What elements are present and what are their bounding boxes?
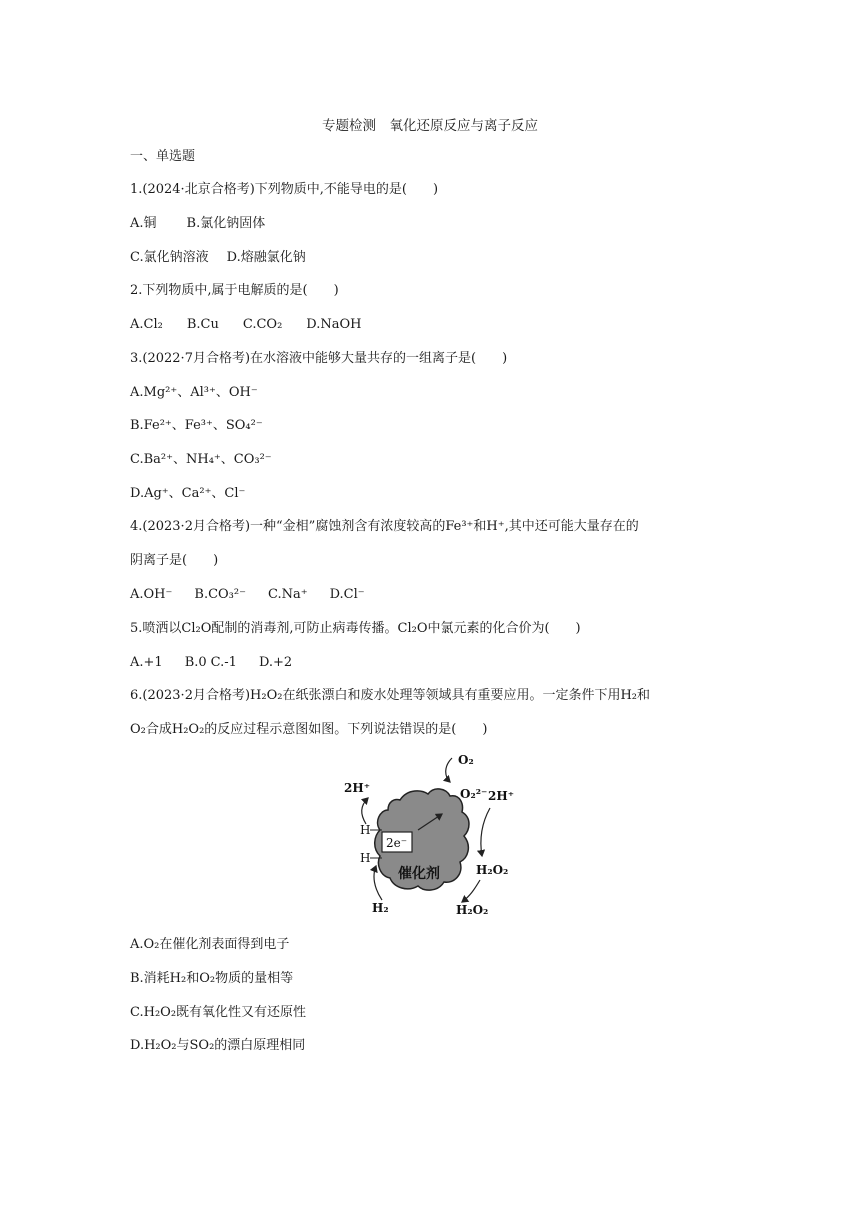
q6-stem-line1: 6.(2023·2月合格考)H₂O₂在纸张漂白和废水处理等领域具有重要应用。一定条件下用H₂和	[130, 688, 651, 703]
catalyst-label: 催化剂	[398, 866, 440, 882]
q6-option-b: B.消耗H₂和O₂物质的量相等	[130, 971, 294, 986]
right-2h-plus-arrow	[481, 808, 490, 856]
q2-options	[130, 317, 362, 333]
reaction-diagram	[330, 752, 530, 922]
q4-option-d: D.Cl⁻	[329, 587, 365, 602]
q5-option-c: C.-1	[210, 655, 237, 670]
q4-stem-line2: 阴离子是( )	[130, 553, 219, 568]
q1-options-row2	[130, 250, 306, 266]
electron-label: 2e⁻	[386, 836, 408, 850]
q2-stem: 2.下列物质中,属于电解质的是( )	[130, 283, 339, 298]
left-2h-plus: 2H⁺	[344, 781, 371, 795]
q4-option-b: B.CO₃²⁻	[194, 587, 246, 602]
q1-option-c: C.氯化钠溶液	[130, 250, 209, 265]
h-atom-upper: H	[360, 823, 371, 837]
q2-option-a: A.Cl₂	[130, 317, 163, 332]
q5-option-b: B.0	[184, 655, 207, 670]
q5-option-d: D.+2	[258, 655, 293, 670]
q1-option-a: A.铜	[130, 216, 157, 231]
q6-option-a: A.O₂在催化剂表面得到电子	[130, 937, 290, 952]
q2-option-b: B.Cu	[186, 317, 219, 332]
h2o2-right: H₂O₂	[476, 863, 509, 877]
q4-options	[130, 587, 365, 603]
o2-ion: O₂²⁻	[460, 787, 488, 801]
q6-stem-line2: O₂合成H₂O₂的反应过程示意图如图。下列说法错误的是( )	[130, 722, 488, 737]
q5-options	[130, 655, 292, 671]
q1-options-row1	[130, 216, 265, 232]
page-title: 专题检测 氧化还原反应与离子反应	[322, 118, 538, 134]
q4-stem-line1: 4.(2023·2月合格考)一种“金相”腐蚀剂含有浓度较高的Fe³⁺和H⁺,其中还可能大量存在的	[130, 519, 639, 534]
q4-option-a: A.OH⁻	[130, 587, 173, 602]
h2o2-bottom: H₂O₂	[456, 903, 489, 917]
q5-stem: 5.喷洒以Cl₂O配制的消毒剂,可防止病毒传播。Cl₂O中氯元素的化合价为( )	[130, 621, 581, 636]
h-atom-lower: H	[360, 851, 371, 865]
q4-option-c: C.Na⁺	[267, 587, 308, 602]
o2-input: O₂	[458, 753, 474, 767]
q3-option-b: B.Fe²⁺、Fe³⁺、SO₄²⁻	[130, 418, 263, 433]
q6-option-d: D.H₂O₂与SO₂的漂白原理相同	[130, 1038, 306, 1053]
q3-option-a: A.Mg²⁺、Al³⁺、OH⁻	[130, 385, 258, 400]
section-heading: 一、单选题	[130, 149, 196, 164]
q3-stem: 3.(2022·7月合格考)在水溶液中能够大量共存的一组离子是( )	[130, 351, 508, 366]
q5-option-a: A.+1	[130, 655, 163, 670]
q3-option-c: C.Ba²⁺、NH₄⁺、CO₃²⁻	[130, 452, 272, 467]
h2-input: H₂	[372, 901, 389, 915]
h2o2-release-arrow	[462, 880, 480, 902]
q1-stem: 1.(2024·北京合格考)下列物质中,不能导电的是( )	[130, 182, 439, 197]
left-2h-plus-arrow	[362, 798, 368, 824]
q6-option-c: C.H₂O₂既有氧化性又有还原性	[130, 1005, 307, 1020]
q2-option-d: D.NaOH	[306, 317, 362, 332]
q1-option-d: D.熔融氯化钠	[226, 250, 306, 265]
q1-option-b: B.氯化钠固体	[186, 216, 266, 231]
right-2h-plus: 2H⁺	[488, 789, 515, 803]
q3-option-d: D.Ag⁺、Ca²⁺、Cl⁻	[130, 486, 246, 501]
q2-option-c: C.CO₂	[242, 317, 283, 332]
o2-input-arrow	[446, 758, 452, 782]
